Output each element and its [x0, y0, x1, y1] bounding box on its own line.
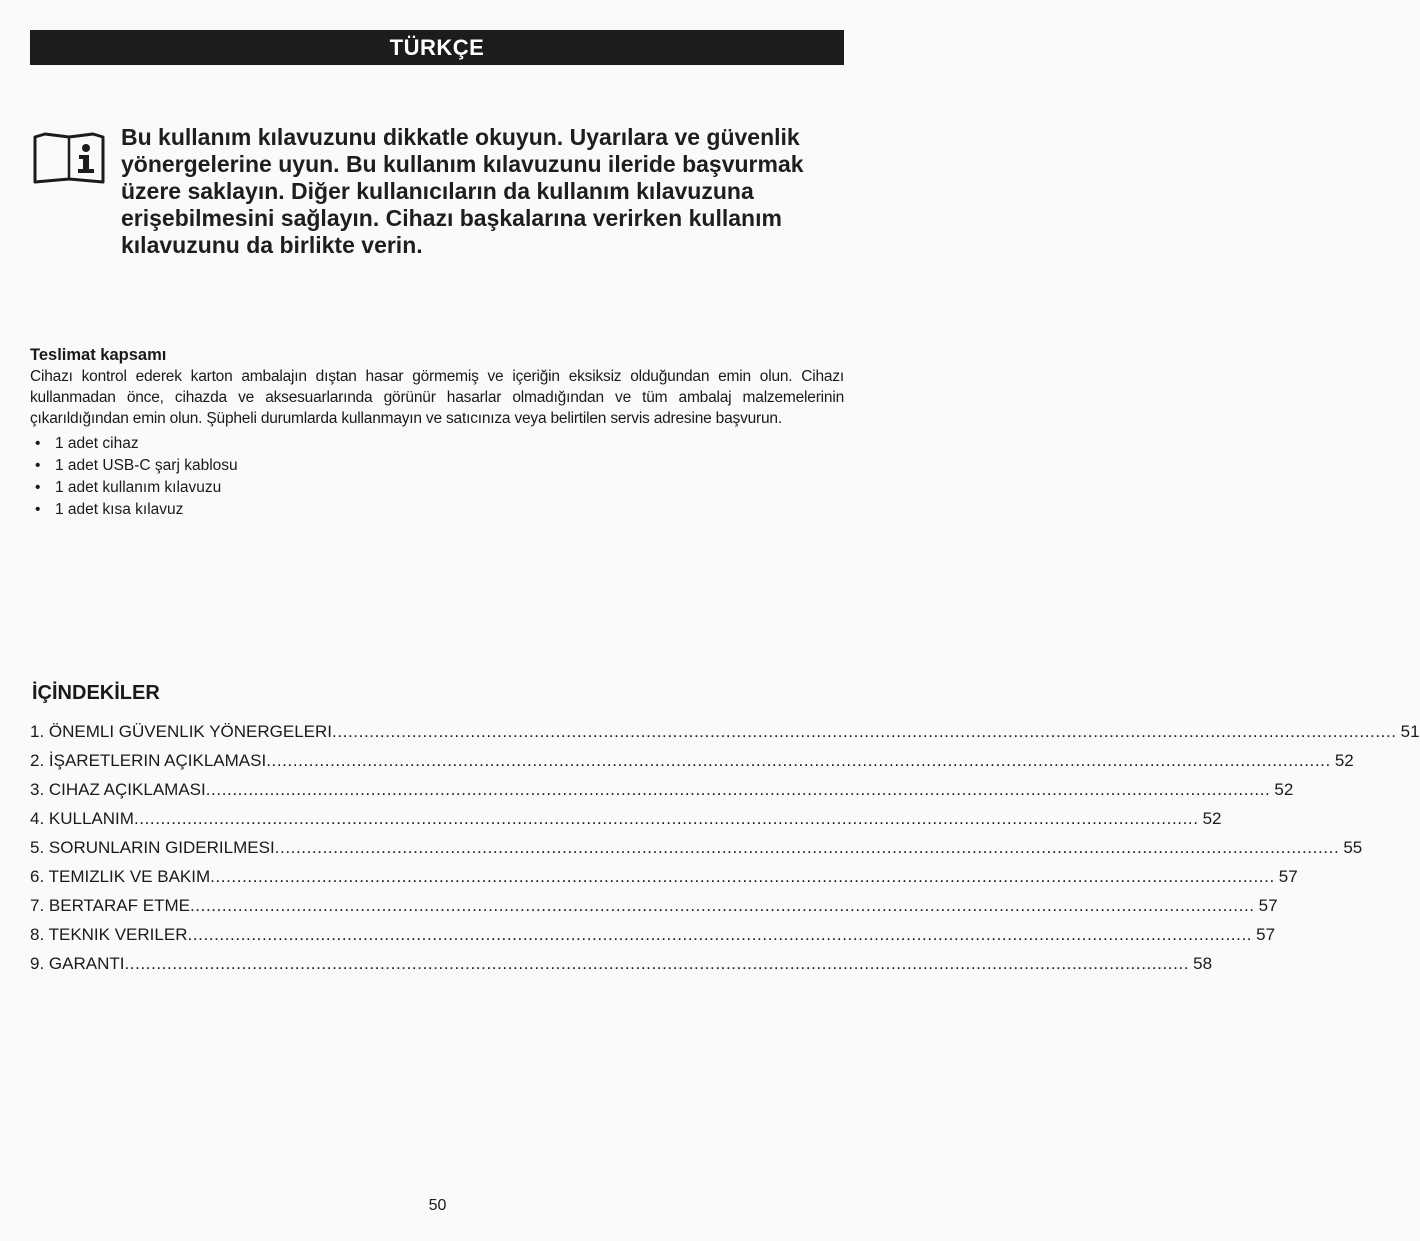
toc-entry[interactable] — [30, 775, 1294, 804]
bullet: • — [35, 435, 41, 452]
delivery-text: Cihazı kontrol ederek karton ambalajın dıştan hasar görmemiş ve içeriğin eksiksiz olduğundan emin olun. Cihazı kullanmadan önce, cihazda ve aksesuarlarında görünür hasarlar olmadığından ve tüm ambalaj malzemelerinin çıkarıldığından emin olun. Şüpheli durumlarda kullanmayın ve satıcınıza veya belirtilen servis adresine başvurun. — [30, 368, 844, 427]
toc-dot-leader: ........................................................................................................................................................................................................ — [124, 954, 1190, 973]
toc-dot-leader: ........................................................................................................................................................................................................ — [205, 780, 1271, 799]
toc-entry-label: 6. TEMIZLIK VE BAKIM — [30, 867, 211, 886]
bullet: • — [35, 501, 41, 518]
list-item — [30, 433, 844, 455]
list-item — [30, 477, 844, 499]
list-item-text: 1 adet kullanım kılavuzu — [55, 479, 222, 496]
list-item-text: 1 adet cihaz — [55, 435, 139, 452]
toc-entry-page: 57 — [1256, 925, 1276, 944]
toc-entry-label: 1. ÖNEMLI GÜVENLIK YÖNERGELERI — [30, 722, 332, 741]
list-item-text: 1 adet USB-C şarj kablosu — [55, 457, 238, 474]
list-item — [30, 499, 844, 521]
toc-entry-page: 52 — [1334, 751, 1354, 770]
toc-entry[interactable] — [30, 862, 1298, 891]
manual-notice-text: Bu kullanım kılavuzunu dikkatle okuyun. Uyarılara ve güvenlik yönergelerine uyun. Bu kullanım kılavuzunu ileride başvurmak üzere saklayın. Diğer kullanıcıların da kullanım kılavuzuna erişebilmesini sağlayın. Cihazı başkalarına verirken kullanım kılavuzunu da birlikte verin. — [121, 124, 804, 258]
language-title: TÜRKÇE — [389, 35, 485, 60]
toc-dot-leader: ........................................................................................................................................................................................................ — [133, 809, 1199, 828]
toc-entry-page: 57 — [1258, 896, 1278, 915]
list-item-text: 1 adet kısa kılavuz — [55, 501, 184, 518]
delivery-section — [30, 345, 844, 521]
toc-entry-page: 55 — [1343, 838, 1363, 857]
toc-entry[interactable] — [30, 746, 1354, 775]
delivery-list — [30, 433, 844, 521]
toc-dot-leader: ........................................................................................................................................................................................................ — [274, 838, 1340, 857]
language-header — [30, 30, 844, 65]
manual-info-icon — [33, 128, 105, 184]
toc-entry-page: 51 — [1400, 722, 1420, 741]
toc-entry-label: 2. İŞARETLERIN AÇIKLAMASI — [30, 751, 267, 770]
toc-entry-label: 3. CIHAZ AÇIKLAMASI — [30, 780, 206, 799]
toc-dot-leader: ........................................................................................................................................................................................................ — [189, 896, 1255, 915]
toc-dot-leader: ........................................................................................................................................................................................................ — [332, 722, 1397, 741]
toc-dot-leader: ........................................................................................................................................................................................................ — [187, 925, 1253, 944]
list-item — [30, 455, 844, 477]
toc-entry-label: 9. GARANTI — [30, 954, 125, 973]
table-of-contents — [30, 680, 1420, 978]
toc-entry-label: 5. SORUNLARIN GIDERILMESI — [30, 838, 275, 857]
toc-entry-label: 8. TEKNIK VERILER — [30, 925, 188, 944]
delivery-title: Teslimat kapsamı — [30, 346, 167, 364]
toc-entry[interactable] — [30, 920, 1276, 949]
toc-entry-page: 52 — [1202, 809, 1222, 828]
bullet: • — [35, 457, 41, 474]
toc-dot-leader: ........................................................................................................................................................................................................ — [210, 867, 1275, 886]
toc-entry-page: 57 — [1278, 867, 1298, 886]
toc-entry-page: 58 — [1193, 954, 1213, 973]
toc-entry[interactable] — [30, 804, 1222, 833]
toc-entry-label: 4. KULLANIM — [30, 809, 134, 828]
toc-dot-leader: ........................................................................................................................................................................................................ — [266, 751, 1331, 770]
toc-title: İÇİNDEKİLER — [32, 682, 160, 704]
toc-entry[interactable] — [30, 949, 1213, 978]
toc-entry-label: 7. BERTARAF ETME — [30, 896, 190, 915]
toc-entry[interactable] — [30, 891, 1278, 920]
page-number: 50 — [428, 1197, 447, 1214]
toc-entry[interactable] — [30, 717, 1420, 746]
bullet: • — [35, 479, 41, 496]
toc-entry[interactable] — [30, 833, 1363, 862]
toc-entry-page: 52 — [1274, 780, 1294, 799]
